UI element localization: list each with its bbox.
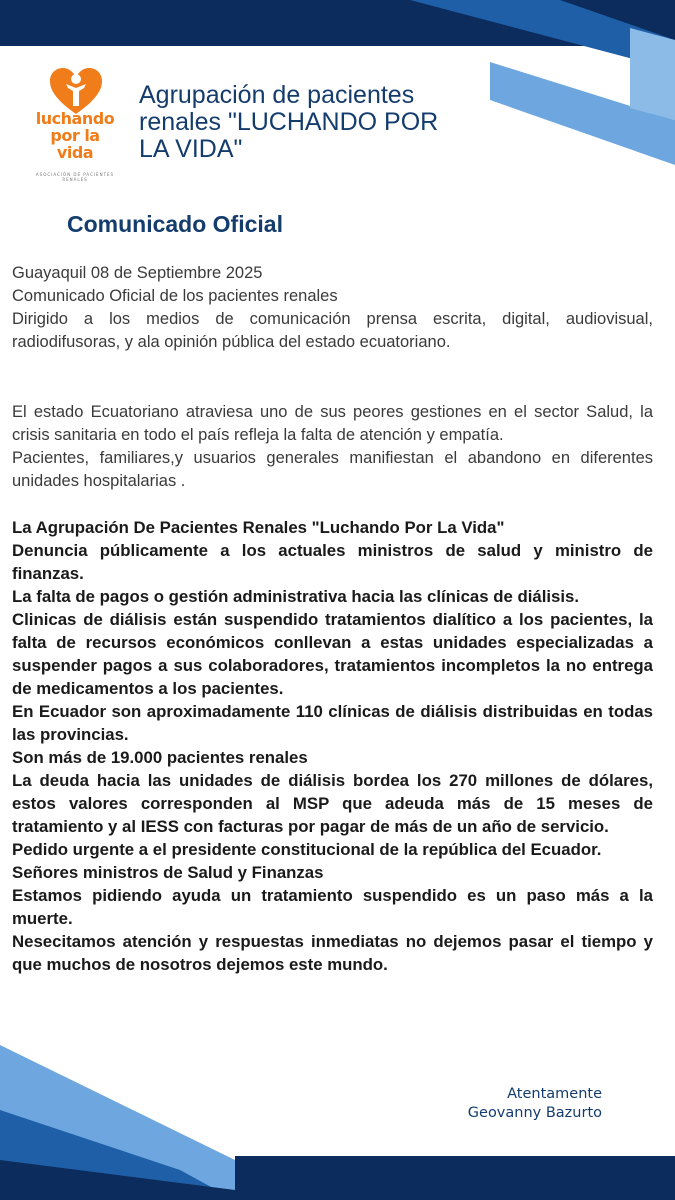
signature-block bbox=[468, 1085, 602, 1123]
signatory-name: Geovanny Bazurto bbox=[467, 1105, 602, 1121]
statement-paragraph: Clinicas de diálisis están suspendido tratamientos dialítico a los pacientes, la falta de recursos económicos conllevan a estas unidades especializadas a suspender pagos a sus colaboradores, tratamientos incompletos la no entrega de medicamentos a los pacientes. bbox=[12, 610, 653, 698]
statement-paragraph: La falta de pagos o gestión administrativa hacia las clínicas de diálisis. bbox=[12, 587, 580, 606]
logo-line-1: luchando bbox=[35, 109, 115, 128]
addressee-line: Dirigido a los medios de comunicación prensa escrita, digital, audiovisual, radiodifusoras, y ala opinión pública del estado ecuatoriano. bbox=[12, 310, 653, 351]
bottom-navy-band bbox=[235, 1156, 675, 1200]
statement-paragraph: Señores ministros de Salud y Finanzas bbox=[12, 863, 324, 882]
logo-line-2: por la bbox=[50, 126, 100, 145]
top-right-light-blue-block bbox=[630, 28, 675, 120]
statement-paragraph: Estamos pidiendo ayuda un tratamiento suspendido es un paso más a la muerte. bbox=[12, 886, 653, 928]
intro-paragraph: El estado Ecuatoriano atraviesa uno de sus peores gestiones en el sector Salud, la crisis sanitaria en todo el país refleja la falta de atención y empatía. bbox=[12, 403, 653, 444]
statement-paragraph: Son más de 19.000 pacientes renales bbox=[12, 748, 308, 767]
statement-paragraph: Nesecitamos atención y respuestas inmediatas no dejemos pasar el tiempo y que muchos de nosotros dejemos este mundo. bbox=[12, 932, 653, 974]
date-line: Guayaquil 08 de Septiembre 2025 bbox=[12, 264, 263, 282]
organization-logo bbox=[24, 66, 126, 186]
organization-title: Agrupación de pacientes renales "LUCHANDO POR LA VIDA" bbox=[139, 81, 439, 163]
intro-paragraph: Pacientes, familiares,y usuarios generales manifiestan el abandono en diferentes unidades hospitalarias . bbox=[12, 449, 653, 490]
statement-section bbox=[12, 516, 653, 976]
document-title: Comunicado Oficial bbox=[67, 211, 283, 237]
subject-line: Comunicado Oficial de los pacientes renales bbox=[12, 287, 338, 305]
closing-text: Atentamente bbox=[507, 1086, 602, 1102]
intro-section bbox=[12, 401, 653, 493]
statement-paragraph: La deuda hacia las unidades de diálisis bordea los 270 millones de dólares, estos valores corresponden al MSP que adeuda más de 15 meses de tratamiento y al IESS con facturas por pagar de más de un año de servicio. bbox=[12, 771, 653, 836]
logo-wordmark bbox=[24, 110, 126, 161]
statement-paragraph: En Ecuador son aproximadamente 110 clínicas de diálisis distribuidas en todas las provincias. bbox=[12, 702, 653, 744]
logo-line-3: vida bbox=[56, 143, 94, 162]
statement-paragraph: Denuncia públicamente a los actuales ministros de salud y ministro de finanzas. bbox=[12, 541, 653, 583]
logo-subtitle: ASOCIACIÓN DE PACIENTES RENALES bbox=[35, 172, 115, 182]
statement-paragraph: La Agrupación De Pacientes Renales "Luchando Por La Vida" bbox=[12, 518, 505, 537]
letter-header bbox=[12, 262, 653, 354]
statement-paragraph: Pedido urgente a el presidente constitucional de la república del Ecuador. bbox=[12, 840, 602, 859]
